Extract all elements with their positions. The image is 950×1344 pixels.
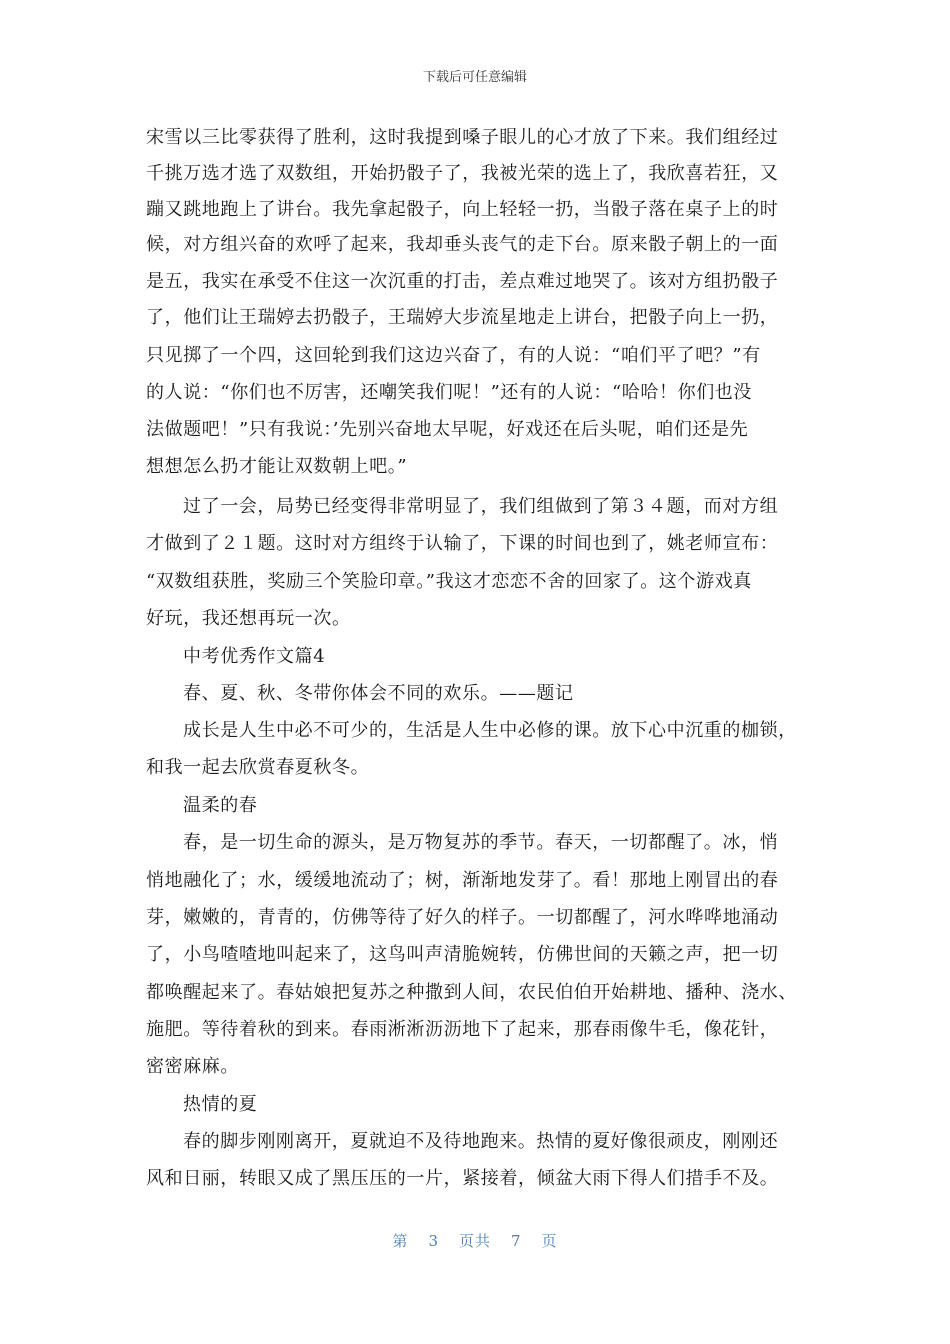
text-line: 都唤醒起来了。春姑娘把复苏之种撒到人间，农民伯伯开始耕地、播种、浇水、 [146, 982, 797, 1003]
text-line: 中考优秀作文篇4 [183, 646, 326, 667]
text-line: 千挑万选才选了双数组，开始扔骰子了，我被光荣的选上了，我欣喜若狂，又 [146, 163, 779, 184]
text-line: 温柔的春 [183, 795, 258, 816]
text-line: 了，他们让王瑞婷去扔骰子，王瑞婷大步流星地走上讲台，把骰子向上一扔， [146, 307, 779, 328]
text-line: 只见掷了一个四，这回轮到我们这边兴奋了，有的人说：“咱们平了吧？”有 [146, 345, 761, 366]
text-line: 热情的夏 [183, 1094, 258, 1115]
text-line: 过了一会，局势已经变得非常明显了，我们组做到了第３４题，而对方组 [183, 496, 779, 517]
text-line: 蹦又跳地跑上了讲台。我先拿起骰子，向上轻轻一扔，当骰子落在桌子上的时 [146, 199, 779, 220]
text-line: 才做到了２１题。这时对方组终于认输了，下课的时间也到了，姚老师宣布： [146, 533, 779, 554]
page-header: 下载后可任意编辑 [422, 70, 527, 85]
text-line: 候，对方组兴奋的欢呼了起来，我却垂头丧气的走下台。原来骰子朝上的一面 [146, 234, 779, 255]
text-line: 的人说：“你们也不厉害，还嘲笑我们呢！”还有的人说：“哈哈！你们也没 [146, 382, 753, 403]
text-line: 成长是人生中必不可少的，生活是人生中必修的课。放下心中沉重的枷锁， [183, 720, 797, 741]
text-line: 施肥。等待着秋的到来。春雨淅淅沥沥地下了起来，那春雨像牛毛，像花针， [146, 1019, 779, 1040]
text-line: 宋雪以三比零获得了胜利，这时我提到嗓子眼儿的心才放了下来。我们组经过 [146, 127, 779, 148]
footer-mid: 页共 [458, 1232, 491, 1250]
text-line: 是五，我实在承受不住这一次沉重的打击，差点难过地哭了。该对方组扔骰子 [146, 271, 779, 292]
text-line: 法做题吧！”只有我说：’先别兴奋地太早呢，好戏还在后头呢，咱们还是先 [146, 419, 749, 440]
footer-total-pages: 7 [511, 1232, 522, 1250]
text-line: “双数组获胜，奖励三个笑脸印章。”我这才恋恋不舍的回家了。这个游戏真 [146, 571, 752, 592]
text-line: 了，小鸟喳喳地叫起来了，这鸟叫声清脆婉转，仿佛世间的天籁之声，把一切 [146, 944, 779, 965]
text-line: 密密麻麻。 [146, 1056, 239, 1077]
text-line: 风和日丽，转眼又成了黑压压的一片，紧接着，倾盆大雨下得人们措手不及。 [146, 1168, 779, 1189]
text-line: 和我一起去欣赏春夏秋冬。 [146, 757, 370, 778]
page-footer [0, 1230, 950, 1251]
footer-suffix: 页 [541, 1232, 558, 1250]
footer-prefix: 第 [392, 1232, 409, 1250]
text-line: 想想怎么扔才能让双数朝上吧。” [146, 456, 408, 477]
text-line: 春的脚步刚刚离开，夏就迫不及待地跑来。热情的夏好像很顽皮，刚刚还 [183, 1131, 779, 1152]
text-line: 好玩，我还想再玩一次。 [146, 608, 351, 629]
text-line: 春、夏、秋、冬带你体会不同的欢乐。——题记 [183, 683, 574, 704]
text-line: 芽，嫩嫩的，青青的，仿佛等待了好久的样子。一切都醒了，河水哗哗地涌动 [146, 907, 779, 928]
text-line: 春，是一切生命的源头，是万物复苏的季节。春天，一切都醒了。冰，悄 [183, 832, 779, 853]
footer-page-number: 3 [428, 1232, 439, 1250]
text-line: 悄地融化了；水，缓缓地流动了；树，渐渐地发芽了。看！那地上刚冒出的春 [146, 870, 779, 891]
